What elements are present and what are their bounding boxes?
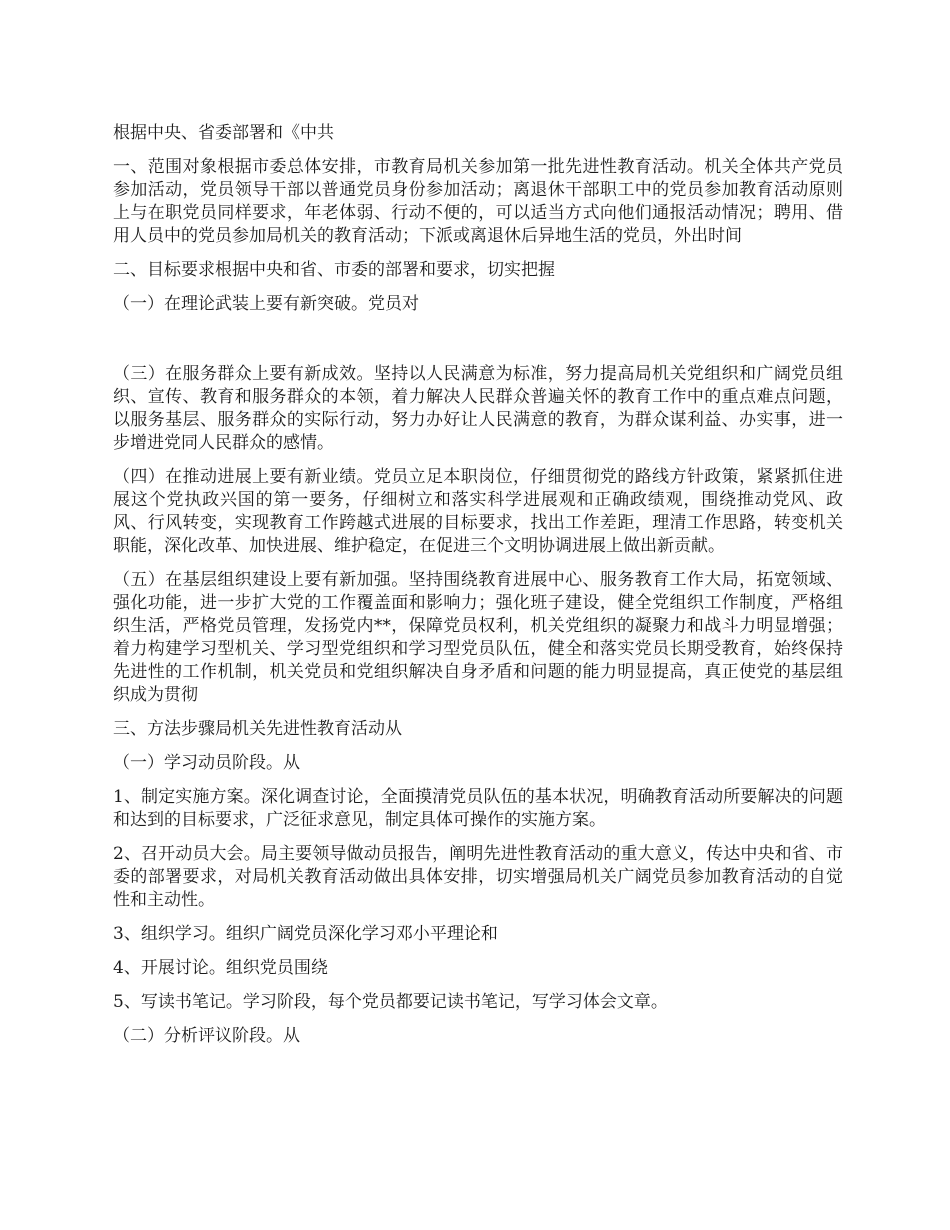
paragraph-goal-5: （五）在基层组织建设上要有新加强。坚持围绕教育进展中心、服务教育工作大局，拓宽领域、强化功能，进一步扩大党的工作覆盖面和影响力；强化班子建设，健全党组织工作制度，严格组织生活，严格党员管理，发扬党内**，保障党员权利，机关党组织的凝聚力和战斗力明显增强；着力构建学习型机关、学习型党组织和学习型党员队伍，健全和落实党员长期受教育，始终保持先进性的工作机制，机关党员和党组织解决自身矛盾和问题的能力明显提高，真正使党的基层组织成为贯彻	[113, 570, 843, 705]
paragraph-goal-1: （一）在理论武装上要有新突破。党员对	[113, 294, 419, 314]
paragraph-goal-3: （三）在服务群众上要有新成效。坚持以人民满意为标准，努力提高局机关党组织和广阔党员组织、宣传、教育和服务群众的本领，着力解决人民群众普遍关怀的教育工作中的重点难点问题，以服务基层、服务群众的实际行动，努力办好让人民满意的教育，为群众谋利益、办实事，进一步增进党同人民群众的感情。	[113, 364, 843, 453]
document-body	[113, 122, 843, 1059]
paragraph-step-4: 4、开展讨论。组织党员围绕	[113, 958, 328, 978]
paragraph-methods: 三、方法步骤局机关先进性教育活动从	[113, 719, 402, 739]
paragraph-scope: 一、范围对象根据市委总体安排，市教育局机关参加第一批先进性教育活动。机关全体共产党员参加活动，党员领导干部以普通党员身份参加活动；离退休干部职工中的党员参加教育活动原则上与在职党员同样要求，年老体弱、行动不便的，可以适当方式向他们通报活动情况；聘用、借用人员中的党员参加局机关的教育活动；下派或离退休后异地生活的党员，外出时间	[113, 157, 843, 246]
paragraph-stage-1: （一）学习动员阶段。从	[113, 753, 300, 773]
paragraph-goals: 二、目标要求根据中央和省、市委的部署和要求，切实把握	[113, 260, 555, 280]
paragraph-goal-4: （四）在推动进展上要有新业绩。党员立足本职岗位，仔细贯彻党的路线方针政策，紧紧抓住进展这个党执政兴国的第一要务，仔细树立和落实科学进展观和正确政绩观，围绕推动党风、政风、行风转变，实现教育工作跨越式进展的目标要求，找出工作差距，理清工作思路，转变机关职能，深化改革、加快进展、维护稳定，在促进三个文明协调进展上做出新贡献。	[113, 467, 843, 556]
paragraph-step-1: 1、制定实施方案。深化调查讨论，全面摸清党员队伍的基本状况，明确教育活动所要解决的问题和达到的目标要求，广泛征求意见，制定具体可操作的实施方案。	[113, 787, 843, 830]
paragraph-step-2: 2、召开动员大会。局主要领导做动员报告，阐明先进性教育活动的重大意义，传达中央和省、市委的部署要求，对局机关教育活动做出具体安排，切实增强局机关广阔党员参加教育活动的自觉性和主动性。	[113, 844, 843, 910]
paragraph-step-5: 5、写读书笔记。学习阶段，每个党员都要记读书笔记，写学习体会文章。	[113, 992, 668, 1012]
paragraph-stage-2: （二）分析评议阶段。从	[113, 1026, 300, 1046]
paragraph-step-3: 3、组织学习。组织广阔党员深化学习邓小平理论和	[113, 924, 498, 944]
paragraph-intro: 根据中央、省委部署和《中共	[113, 123, 334, 143]
